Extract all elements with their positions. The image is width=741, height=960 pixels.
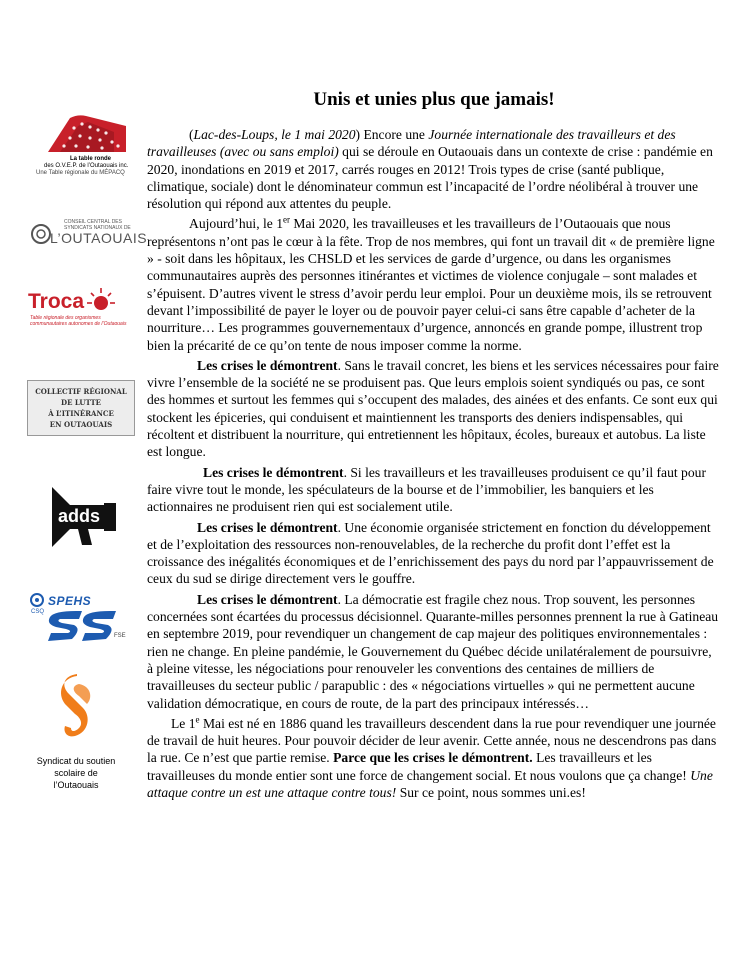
logo-tagline: communautaires autonomes de l’Outaouais [30,321,127,327]
ss-mark-icon [46,609,118,643]
text: Les travailleurs et les travailleuses du monde entier sont une force de changement social. Et nous voulons que ça change! [147,750,691,783]
logo-name: SPEHS [48,594,92,608]
spehs-logo [30,593,125,645]
lead-phrase: Les crises le démontrent [197,519,338,535]
paragraph-7 [147,715,721,801]
letter-body [147,126,721,804]
csq-label: CSQ [31,609,45,615]
logo-line: COLLECTIF RÉGIONAL [35,387,127,396]
lead-phrase: Les crises le démontrent [197,357,338,373]
crowd-icon [30,112,134,156]
text: Le 1 [171,715,196,731]
paragraph-3 [147,357,721,461]
logo-line: l’Outaouais [53,780,99,790]
syndicat-soutien-logo [26,672,126,794]
fse-label: FSE [114,633,126,639]
collectif-itinerance-logo [27,380,135,436]
text: . Si les travailleurs et les travailleuses produisent ce qu’il faut pour faire vivre tout le monde, les spéculateurs de la bourse et de l’immobilier, les banquiers et les actionnaires ne produisent rien qui est socialement utile. [147,464,706,515]
text: Mai 2020, les travailleuses et les travailleurs de l’Outaouais que nous représentons n’ont pas le cœur à la fête. Trop de nos membres, qui font un travail dit « de première ligne » - soit dans les hôpitaux, les CHSLD et les services de garde d’urgence, ou dans les organismes communautaires auprès des personnes itinérantes et victimes de violence conjugale – sont malades et s’épuisent. D’autres vivent le stress d’avoir perdu leur emploi. Pour un deuxième mois, ils se retrouvent devant l’impossibilité de payer le loyer ou de pouvoir payer celui-ci sans être capable d’acheter de la nourriture… Les programmes gouvernementaux d’urgence, annoncés en grande pompe, illustrent trop bien la précarité de ce qu’on tente de nous imposer comme la norme. [147,216,715,353]
event-name: Journée internationale des travailleurs et des travailleuses (avec ou sans emploi) [147,127,676,160]
logo-line: Une Table régionale du MÉPACQ [36,170,125,176]
table-ronde-logo [30,112,134,184]
logo-line: À L’ITINÉRANCE [48,409,114,418]
logo-line: SYNDICATS NATIONAUX DE [64,225,131,231]
paragraph-1: (Lac-des-Loups, le 1 mai 2020) Encore une Journée internationale des travailleurs et des travailleuses (avec ou sans emploi) qui se déroule en Outaouais dans un contexte de crise : pandémie en 2020, inondations en 2019 et 2017, carrés rouges en 2012! Trois types de crise (santé publique, climatique, sociale) dont le dénominateur commun est l’incapacité de l’ordre néolibéral à trouver une résolution qui répond aux attentes du peuple. [147,127,713,212]
paragraph-2 [147,215,721,353]
csq-emblem-icon [30,593,44,607]
adds-logo [48,481,120,551]
ribbon-s-icon [57,672,97,742]
logo-tagline: Table régionale des organismes [30,315,101,321]
logo-line: scolaire de [54,768,98,778]
logo-line: Syndicat du soutien [36,756,116,766]
bold-phrase: Parce que les crises le démontrent. [333,750,533,766]
text: qui se déroule en Outaouais dans un contexte de crise : pandémie en 2020, inondations en 2019 et 2017, carrés rouges en 2012! Trois types de crise (santé publique, climatique, sociale) dont le dénominateur commun est l’incapacité de l’ordre néolibéral à trouver une résolution qui répond aux attentes du peuple. [147,144,713,212]
place-date: Lac-des-Loups, le 1 mai 2020 [193,127,356,142]
text: . Une économie organisée strictement en fonction du développement et de l’exploitation des ressources non-renouvelables, de la recherche du profit dont l’effet est la croissance des inégalités économiques et de l’enrichissement des pays du nord par l’appauvrissement de ceux du sud se dirige directement vers le gouffre. [147,519,714,587]
logo-line: EN OUTAOUAIS [49,420,113,429]
conseil-central-logo [30,219,148,247]
emblem-icon [30,223,52,245]
text: Sur ce point, nous sommes uni.es! [396,784,586,800]
text: . Sans le travail concret, les biens et les services nécessaires pour faire vivre l’ensemble de la société ne se produisent pas. Que leurs emplois soient syndiqués ou pas, ce sont des hommes et surtout les femmes qui s’occupent des malades, des ainées et des enfants. Ce sont eux qui stockent les épiceries, qui conduisent et maintiennent les transports des deniers indispensables, qui récoltent et distribuent la nourriture, qui entretiennent les hôpitaux, écoles, bureaux et autobus. La liste est longue. [147,357,719,460]
superscript: er [283,214,291,225]
italic-slogan: Une attaque contre un est une attaque contre tous! [147,767,713,800]
paragraph-4 [147,464,721,516]
logo-line: La table ronde [70,156,112,162]
troca-logo [28,286,140,336]
text: . La démocratie est fragile chez nous. Trop souvent, les personnes concernées sont écartées du processus décisionnel. Quarante-milles personnes prennent la rue à Gatineau en septembre 2019, pour revendiquer un changement de cap majeur des politiques environnementales : rien ne change. En pleine pandémie, le Gouvernement du Québec décide unilatéralement de poursuivre, à pleine vitesse, les négociations pour renouveler les conventions des centaines de milliers de travailleuses du secteur public / parapublic : des « négociations virtuelles » qui ne permettent aucune validation démocratique, en cours de route, de la part des principaux intéressés… [147,591,719,711]
superscript: e [195,714,200,725]
lead-phrase: Les crises le démontrent [203,464,344,480]
logo-name: Troca [28,290,85,313]
logo-line: CONSEIL CENTRAL DES [64,219,122,225]
lead-phrase: Les crises le démontrent [197,591,338,607]
paragraph-6 [147,591,721,712]
sun-icon [86,286,116,316]
logo-name: adds [58,506,101,526]
text: Encore une [360,127,429,142]
logo-main: L’OUTAOUAIS [50,230,148,246]
text: Mai est né en 1886 quand les travailleurs descendent dans la rue pour revendiquer une journée de travail de huit heures. Pour pouvoir décider de leur avenir. Cette année, nous ne descendrons pas dans la rue. Ce n’est que partie remise. [147,715,717,766]
paragraph-5 [147,519,721,588]
logo-line: DE LUTTE [61,398,101,407]
text: Aujourd’hui, le 1 [189,216,284,232]
logo-line: des O.V.E.P. de l’Outaouais inc. [44,163,129,169]
page-title: Unis et unies plus que jamais! [313,89,555,110]
